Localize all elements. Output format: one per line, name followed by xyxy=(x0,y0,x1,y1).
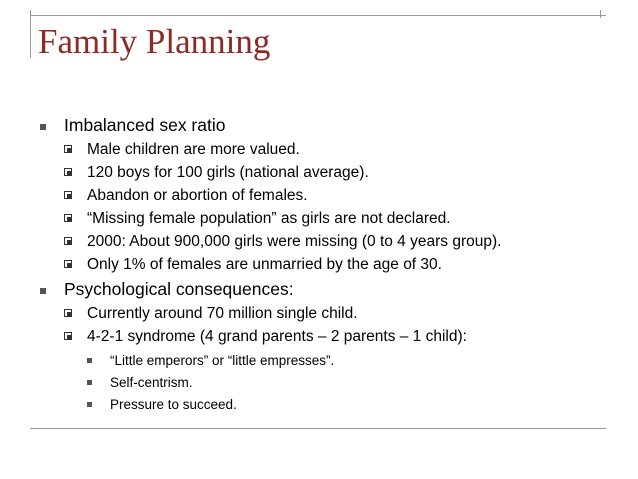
bullet-level2: Only 1% of females are unmarried by the age of 30. xyxy=(87,256,442,273)
bullet-level1: Imbalanced sex ratio xyxy=(64,115,226,135)
bullet-level3: “Little emperors” or “little empresses”. xyxy=(110,353,335,368)
box-bullet-icon xyxy=(64,168,72,176)
square-bullet-icon xyxy=(87,402,92,407)
bullet-level2: Currently around 70 million single child. xyxy=(87,305,358,322)
box-bullet-icon xyxy=(64,191,72,199)
square-bullet-icon xyxy=(87,358,92,363)
bullet-level1: Psychological consequences: xyxy=(64,279,294,299)
bullet-level2: Male children are more valued. xyxy=(87,141,300,158)
top-rule xyxy=(30,15,606,16)
square-bullet-icon xyxy=(40,288,46,294)
left-rule xyxy=(30,10,31,58)
square-bullet-icon xyxy=(40,124,46,130)
bullet-level2: 2000: About 900,000 girls were missing (0 to 4 years group). xyxy=(87,233,502,250)
square-bullet-icon xyxy=(87,380,92,385)
bullet-level2: Abandon or abortion of females. xyxy=(87,187,308,204)
slide-title: Family Planning xyxy=(38,22,271,61)
bullet-level2: 120 boys for 100 girls (national average). xyxy=(87,164,369,181)
bullet-level3: Self-centrism. xyxy=(110,375,193,390)
box-bullet-icon xyxy=(64,260,72,268)
bullet-level2: “Missing female population” as girls are not declared. xyxy=(87,210,451,227)
box-bullet-icon xyxy=(64,237,72,245)
box-bullet-icon xyxy=(64,309,72,317)
box-bullet-icon xyxy=(64,332,72,340)
box-bullet-icon xyxy=(64,214,72,222)
right-rule xyxy=(600,10,601,18)
bullet-level2: 4-2-1 syndrome (4 grand parents – 2 parents – 1 child): xyxy=(87,328,467,345)
box-bullet-icon xyxy=(64,145,72,153)
bullet-level3: Pressure to succeed. xyxy=(110,397,237,412)
bottom-rule xyxy=(30,428,606,429)
